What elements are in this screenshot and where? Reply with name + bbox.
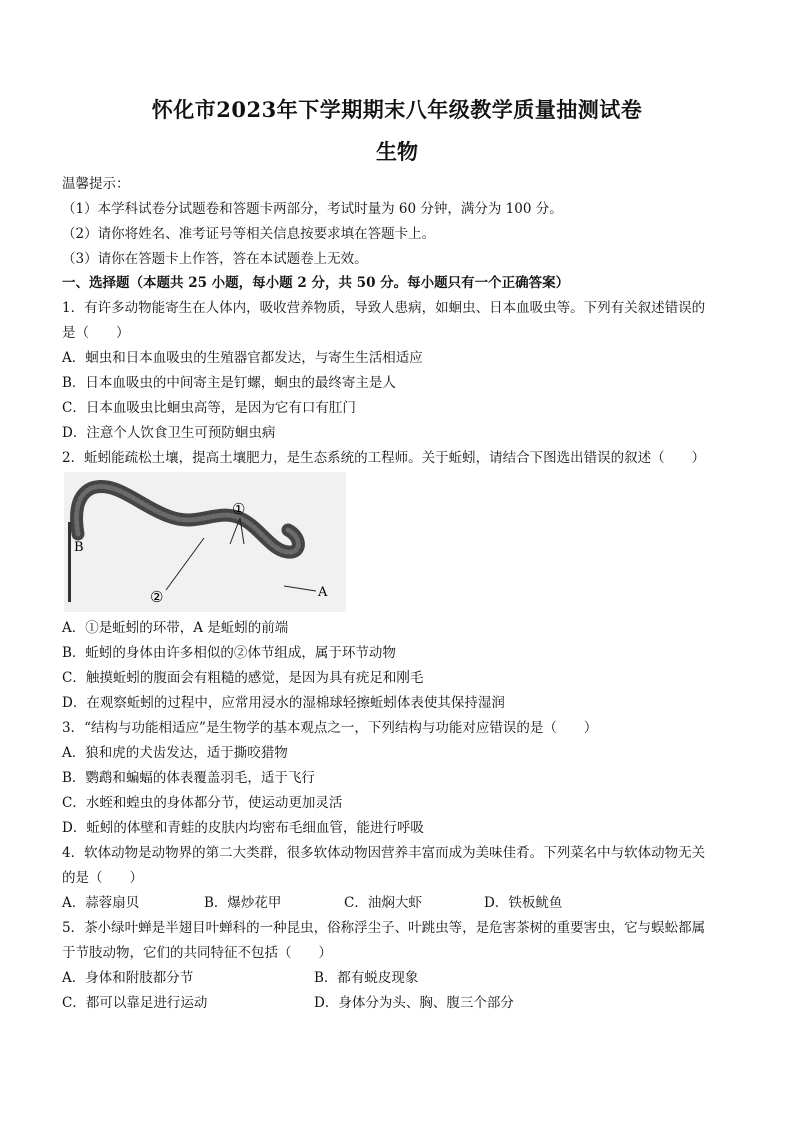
q5-option-a: A．身体和附肢都分节 <box>62 970 194 986</box>
q3-option-a: A．狼和虎的犬齿发达，适于撕咬猎物 <box>62 745 288 761</box>
q5-stem-line2: 于节肢动物，它们的共同特征不包括（ ） <box>62 945 332 961</box>
q2-option-d: D．在观察蚯蚓的过程中，应常用浸水的湿棉球轻擦蚯蚓体表使其保持湿润 <box>62 695 505 711</box>
q4-option-a: A．蒜蓉扇贝 <box>62 895 140 911</box>
earthworm-figure <box>64 472 346 612</box>
q4-stem-line2: 的是（ ） <box>62 870 143 886</box>
q4-stem-line1: 4．软体动物是动物界的第二大类群，很多软体动物因营养丰富而成为美味佳肴。下列菜名中与软体动物无关 <box>62 845 706 861</box>
q3-stem: 3．“结构与功能相适应”是生物学的基本观点之一，下列结构与功能对应错误的是（ ） <box>62 720 598 736</box>
left-edge-mark <box>68 522 71 602</box>
q1-option-d: D．注意个人饮食卫生可预防蛔虫病 <box>62 425 276 441</box>
q2-stem: 2．蚯蚓能疏松土壤，提高土壤肥力，是生态系统的工程师。关于蚯蚓，请结合下图选出错误的叙述（ ） <box>62 450 706 466</box>
earthworm-illustration <box>64 472 346 612</box>
q2-option-c: C．触摸蚯蚓的腹面会有粗糙的感觉，是因为具有疣足和刚毛 <box>62 670 424 686</box>
q1-stem-line1: 1．有许多动物能寄生在人体内，吸收营养物质，导致人患病，如蛔虫、日本血吸虫等。下列有关叙述错误的 <box>62 300 706 316</box>
q1-option-b: B．日本血吸虫的中间寄主是钉螺，蛔虫的最终寄主是人 <box>62 375 396 391</box>
q5-option-c: C．都可以靠足进行运动 <box>62 995 208 1011</box>
notice-item-3: （3）请你在答题卡上作答，答在本试题卷上无效。 <box>62 251 368 267</box>
section-heading: 一、选择题（本题共 25 小题，每小题 2 分，共 50 分。每小题只有一个正确答案） <box>62 275 570 291</box>
q2-option-a: A．①是蚯蚓的环带，A 是蚯蚓的前端 <box>62 620 289 636</box>
q5-option-d: D．身体分为头、胸、腹三个部分 <box>314 995 514 1011</box>
q4-option-d: D．铁板鱿鱼 <box>484 895 563 911</box>
q5-option-b: B．都有蜕皮现象 <box>314 970 419 986</box>
label-clitellum: ① <box>232 500 246 518</box>
q3-option-d: D．蚯蚓的体壁和青蛙的皮肤内均密布毛细血管，能进行呼吸 <box>62 820 424 836</box>
q1-option-a: A．蛔虫和日本血吸虫的生殖器官都发达，与寄生生活相适应 <box>62 350 423 366</box>
q1-option-c: C．日本血吸虫比蛔虫高等，是因为它有口有肛门 <box>62 400 356 416</box>
subject-title: 生物 <box>376 139 418 164</box>
notice-item-1: （1）本学科试卷分试题卷和答题卡两部分，考试时量为 60 分钟，满分为 100 分。 <box>62 201 563 217</box>
q4-option-c: C．油焖大虾 <box>344 895 422 911</box>
q5-stem-line1: 5．茶小绿叶蝉是半翅目叶蝉科的一种昆虫，俗称浮尘子、叶跳虫等，是危害茶树的重要害虫，它与蜈蚣都属 <box>62 920 706 936</box>
q3-option-b: B．鹦鹉和蝙蝠的体表覆盖羽毛，适于飞行 <box>62 770 315 786</box>
exam-title: 怀化市2023年下学期期末八年级教学质量抽测试卷 <box>151 97 643 122</box>
notice-item-2: （2）请你将姓名、准考证号等相关信息按要求填在答题卡上。 <box>62 226 436 242</box>
q1-stem-line2: 是（ ） <box>62 325 130 341</box>
q4-option-b: B．爆炒花甲 <box>204 895 282 911</box>
q2-option-b: B．蚯蚓的身体由许多相似的②体节组成，属于环节动物 <box>62 645 396 661</box>
label-segment: ② <box>150 588 164 606</box>
label-a: A <box>318 585 328 600</box>
notice-heading: 温馨提示： <box>62 176 130 192</box>
label-b: B <box>74 540 84 555</box>
q3-option-c: C．水蛭和蝗虫的身体都分节，使运动更加灵活 <box>62 795 343 811</box>
